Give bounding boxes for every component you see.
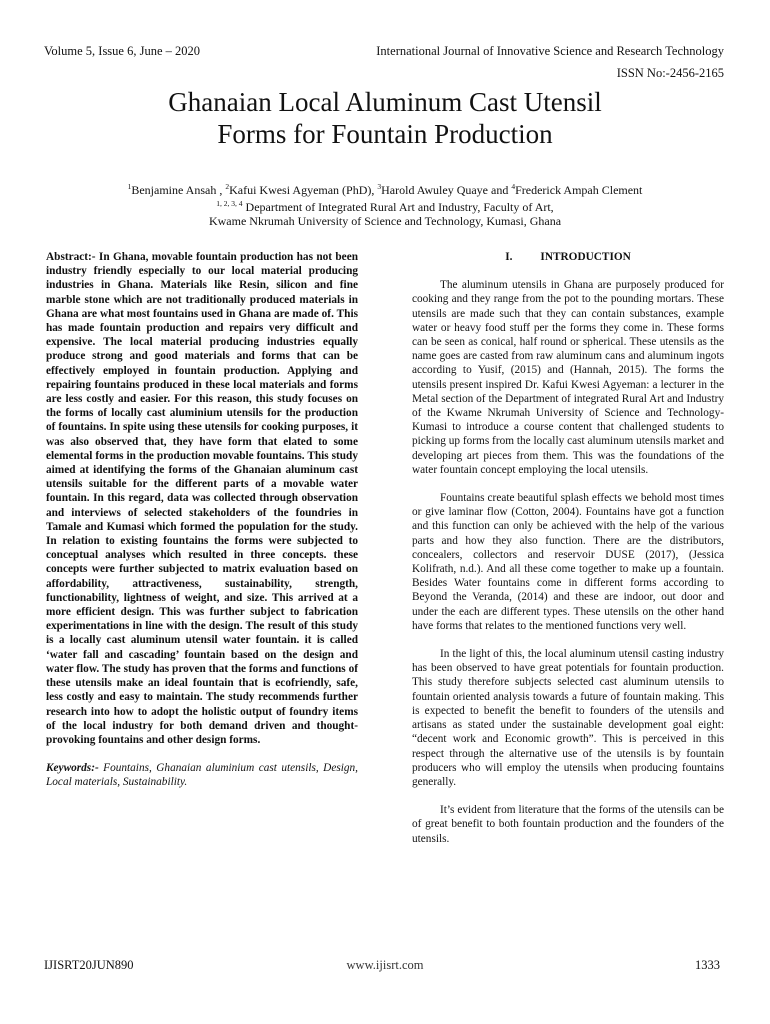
issn-number: ISSN No:-2456-2165 — [616, 66, 724, 80]
intro-paragraph: It’s evident from literature that the forms of the utensils can be of great benefit to both fountain production and the founders of the utensils. — [412, 804, 724, 845]
volume-issue: Volume 5, Issue 6, June – 2020 — [44, 44, 201, 58]
intro-paragraph: Fountains create beautiful splash effects we behold most times or give laminar flow (Cotton, 2004). Fountains have got a function and this function can only be achieved with the help of the various parts and how they also function. There are the distributors, concealers, collectors and reservoir DUSE (2017), (Jessica Kolifrath, n.d.). And all these come together to make up a fountain. Besides Water fountains come in different forms according to Beyond the Veranda, (2014) and these are indoor, out door and under the each are different types. These utensils on the other hand have forms that relates to the mentioned functions very well. — [412, 492, 724, 632]
section-heading-introduction — [412, 250, 724, 264]
intro-paragraph: The aluminum utensils in Ghana are purposely produced for cooking and they range from the pot to the pounding mortars. These utensils are made such that they can contain substances, example water or heavy food stuff per the forms they come in. These forms can be seen as conical, half round or spherical. These utensils as the name goes are casted from raw aluminum cans and aluminum ingots according to Yusif, (2015) and (Hannah, 2015). The forms the utensils present inspired Dr. Kafui Kwesi Agyeman: a lecturer in the Metal section of the Department of integrated Rural Art and Industry of the Kwame Nkrumah University of Science and Technology- Kumasi to introduce a course content that challenged students to picking up forms from the locally cast aluminum utensils market and developing art pieces from them. This was the foundations of the water fountain concept employing the local utensils. — [412, 279, 724, 476]
section-title: INTRODUCTION — [540, 251, 631, 263]
journal-website: www.ijisrt.com — [346, 958, 424, 972]
affiliation-line-1: $^{1, 2, 3, 4}$ Department of Integrated Rural Art and Industry, Faculty of Art, — [216, 199, 554, 214]
journal-name: International Journal of Innovative Science and Research Technology — [376, 44, 724, 58]
paper-title-line-2: Forms for Fountain Production — [217, 119, 553, 149]
author-names: $^1$Benjamine Ansah , $^2$Kafui Kwesi Agyeman (PhD), $^3$Harold Awuley Quaye and $^4$Frederick Ampah Clement — [127, 182, 643, 197]
paper-title — [40, 86, 730, 150]
page-number: 1333 — [695, 958, 720, 972]
section-number: I. — [505, 251, 513, 263]
keywords-text: Fountains, Ghanaian aluminium cast utensils, Design, Local materials, Sustainability. — [46, 762, 358, 789]
left-column — [46, 250, 358, 790]
keywords-label: Keywords:- — [46, 762, 99, 775]
right-column — [412, 250, 724, 860]
affiliation-line-2: Kwame Nkrumah University of Science and Technology, Kumasi, Ghana — [208, 214, 562, 228]
author-block — [40, 180, 730, 228]
paper-code: IJISRT20JUN890 — [44, 958, 134, 972]
keywords — [46, 761, 358, 789]
abstract-text: Abstract:- In Ghana, movable fountain production has not been industry friendly especially to our local material producing industries in Ghana. Materials like Resin, silicon and fine marble stone which are not traditionally produced materials in Ghana are what most fountains used in Ghana are made of. This has made fountain production and repairs very difficult and expensive. The local material producing industries equally produce strong and good materials and forms that can be effectively employed in fountain production. Applying and repairing fountains produced in these local materials and forms are less costly and easier. For this reason, this study focuses on the forms of locally cast aluminium utensils for the production of fountains. In spite using these utensils for cooking purposes, it was also observed that, they have form that elated to some elemental forms in the production movable fountains. This study aimed at identifying the forms of the Ghanaian aluminum cast utensils suitable for the different parts of a movable water fountain. In this regard, data was collected through observation and interviews of selected stakeholders of the foundries in Tamale and Kumasi which formed the population for the study. In relation to existing fountains the forms were subjected to conceptual analyses which resulted in three concepts. these concepts were further subjected to matrix evaluation based on affordability, attractiveness, sustainability, strength, functionability, lightness of weight, and size. This arrived at a more efficient design. This was further subject to fabrication experimentations in line with the design. The result of this study is a locally cast aluminum utensil water fountain. it is called ‘water fall and cascading’ fountain based on the design and water flow. The study has proven that the forms and functions of these utensils make an ideal fountain that is ecofriendly, safe, less costly and easy to maintain. The study recommends further research into how to adopt the holistic output of foundry items of the local industry for both demand driven and thought-provoking fountains and other design forms. — [46, 251, 358, 746]
paper-title-line-1: Ghanaian Local Aluminum Cast Utensil — [168, 87, 602, 117]
intro-paragraph: In the light of this, the local aluminum utensil casting industry has been observed to have great potentials for fountain production. This study therefore subjects selected cast aluminum utensils to fountain oriented analysis towards a future of fountain making. This is expected to benefit the benefit to founders of the utensils and artisans as stated under the sustainable development goal eight: “decent work and Economic growth”. This is perceived in this respect through the alternative use of the utensils is by fountain producers who will employ the utensils when producing fountains generally. — [412, 648, 724, 788]
